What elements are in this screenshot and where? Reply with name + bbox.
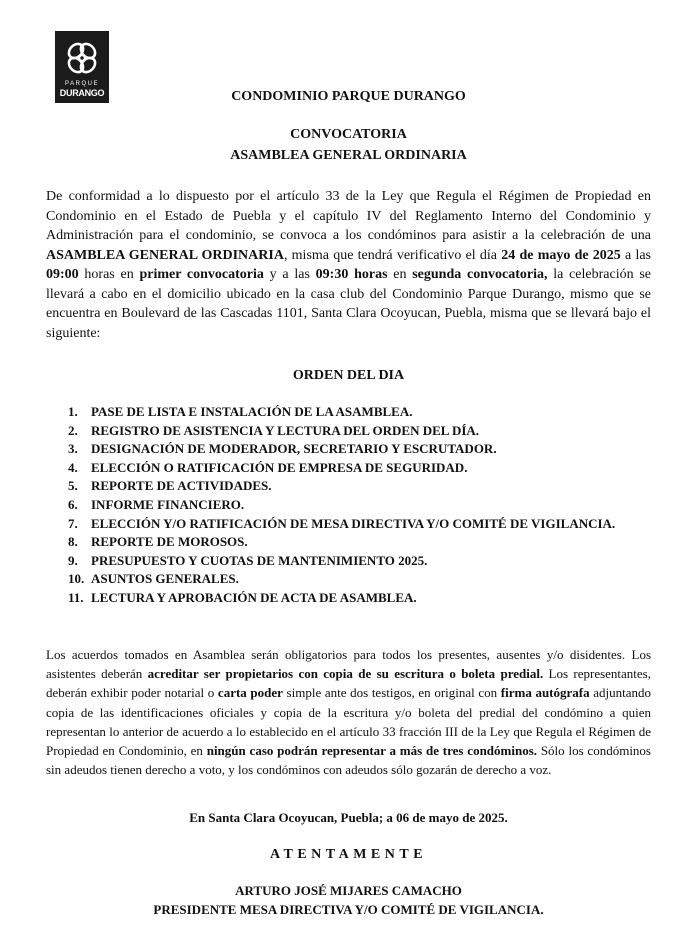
terms-emphasis: carta poder <box>217 685 283 701</box>
signer-name: ARTURO JOSÉ MIJARES CAMACHO <box>235 883 462 898</box>
second-call-time: 09:30 horas <box>315 267 388 282</box>
agenda-item-text: REGISTRO DE ASISTENCIA Y LECTURA DEL ORDEN DEL DÍA. <box>91 422 480 438</box>
agenda-item <box>46 403 651 422</box>
terms-text: adjuntando copia de las identificaciones oficiales y copia de la escritura y/o boleta del predial del condómino a quien representan lo anterior de acuerdo a lo establecido en el artículo 33 fracción III de la Ley que Regula el Régimen de Propiedad en Condominio, en <box>46 685 652 759</box>
intro-text: , misma que tendrá verificativo el día <box>283 247 502 263</box>
agenda-item-text: REPORTE DE ACTIVIDADES. <box>91 478 272 494</box>
agenda-item-number: 2. <box>68 422 78 438</box>
agenda-item-number: 1. <box>68 404 78 419</box>
agenda-item-number: 7. <box>68 515 78 531</box>
agenda-item-text: PASE DE LISTA E INSTALACIÓN DE LA ASAMBLEA. <box>91 404 413 419</box>
agenda-item-text: REPORTE DE MOROSOS. <box>91 534 248 550</box>
agenda-item-text: ELECCIÓN O RATIFICACIÓN DE EMPRESA DE SEGURIDAD. <box>91 459 468 475</box>
agenda-item-text: INFORME FINANCIERO. <box>91 496 245 512</box>
meeting-date: 24 de mayo de 2025 <box>501 247 621 263</box>
agenda-item <box>46 552 651 571</box>
assembly-heading: ASAMBLEA GENERAL ORDINARIA <box>230 148 467 163</box>
terms-paragraph <box>46 645 651 779</box>
agenda-item-number: 4. <box>68 459 78 475</box>
agenda-item <box>46 570 651 589</box>
agenda-item-text: PRESUPUESTO Y CUOTAS DE MANTENIMIENTO 2025. <box>91 552 428 568</box>
intro-text: a las <box>620 247 652 263</box>
agenda-item-text: DESIGNACIÓN DE MODERADOR, SECRETARIO Y ESCRUTADOR. <box>91 441 497 457</box>
intro-text: en <box>387 267 413 282</box>
agenda-item-text: ASUNTOS GENERALES. <box>91 571 239 587</box>
agenda-item-number: 3. <box>68 441 78 457</box>
terms-emphasis: firma autógrafa <box>500 685 590 701</box>
agenda-item-text: LECTURA Y APROBACIÓN DE ACTA DE ASAMBLEA. <box>91 589 417 605</box>
terms-text: Los acuerdos tomados en Asamblea serán obligatorios para todos los presentes, ausentes y/o disidentes. Los asistentes deberán <box>46 647 651 682</box>
agenda-item <box>46 533 651 552</box>
agenda-item-number: 6. <box>68 496 78 512</box>
agenda-heading: ORDEN DEL DIA <box>292 368 405 383</box>
place-date: En Santa Clara Ocoyucan, Puebla; a 06 de mayo de 2025. <box>189 810 508 825</box>
agenda-item <box>46 589 651 608</box>
interlaced-loops-icon <box>61 37 103 79</box>
document-title: CONDOMINIO PARQUE DURANGO <box>231 89 466 104</box>
intro-paragraph <box>46 187 651 343</box>
agenda-list <box>46 403 651 608</box>
closing-salutation: ATENTAMENTE <box>269 847 428 862</box>
agenda-item <box>46 440 651 459</box>
intro-text: la celebración se llevará a cabo en el domicilio ubicado en la casa club del Condominio Parque Durango, mismo que se encuentra en Boulevard de las Cascadas 1101, Santa Clara Ocoyucan, Puebla, misma que se llevará bajo el siguiente: <box>46 267 651 341</box>
agenda-item-number: 11. <box>68 589 84 605</box>
intro-text: De conformidad a lo dispuesto por el artículo 33 de la Ley que Regula el Régimen de Propiedad en Condominio en el Estado de Puebla y el capítulo IV del Reglamento Interno del Condominio y Administración para el condominio, se convoca a los condóminos para asistir a la celebración de una <box>46 189 651 243</box>
second-call-label: segunda convocatoria, <box>412 267 548 282</box>
first-call-label: primer convocatoria <box>139 267 264 282</box>
logo-line-1: PARQUE <box>65 81 99 87</box>
terms-emphasis: ningún caso podrán representar a más de tres condóminos. <box>206 743 538 759</box>
agenda-item-number: 10. <box>68 571 85 587</box>
agenda-item <box>46 422 651 441</box>
terms-text: simple ante dos testigos, en original con <box>282 685 501 701</box>
terms-text: Los representantes, deberán exhibir poder notarial o <box>46 666 651 701</box>
signer-position: PRESIDENTE MESA DIRECTIVA Y/O COMITÉ DE VIGILANCIA. <box>153 902 544 917</box>
agenda-item-text: ELECCIÓN Y/O RATIFICACIÓN DE MESA DIRECTIVA Y/O COMITÉ DE VIGILANCIA. <box>91 515 616 531</box>
logo-line-2: DURANGO <box>59 88 105 98</box>
intro-text: y a las <box>263 267 316 282</box>
agenda-item <box>46 477 651 496</box>
intro-emphasis: ASAMBLEA GENERAL ORDINARIA <box>46 247 284 263</box>
terms-text: Sólo los condóminos sin adeudos tienen derecho a voto, y los condóminos con adeudos sólo gozarán de derecho a voz. <box>46 743 651 778</box>
convocation-heading: CONVOCATORIA <box>290 127 407 142</box>
first-call-time: 09:00 <box>46 267 79 282</box>
terms-emphasis: acreditar ser propietarios con copia de su escritura o boleta predial. <box>147 666 544 682</box>
agenda-item <box>46 496 651 515</box>
agenda-item-number: 8. <box>68 534 78 550</box>
agenda-item-number: 5. <box>68 478 78 494</box>
intro-text: horas en <box>78 267 140 282</box>
agenda-item <box>46 515 651 534</box>
agenda-item <box>46 459 651 478</box>
agenda-item-number: 9. <box>68 552 78 568</box>
